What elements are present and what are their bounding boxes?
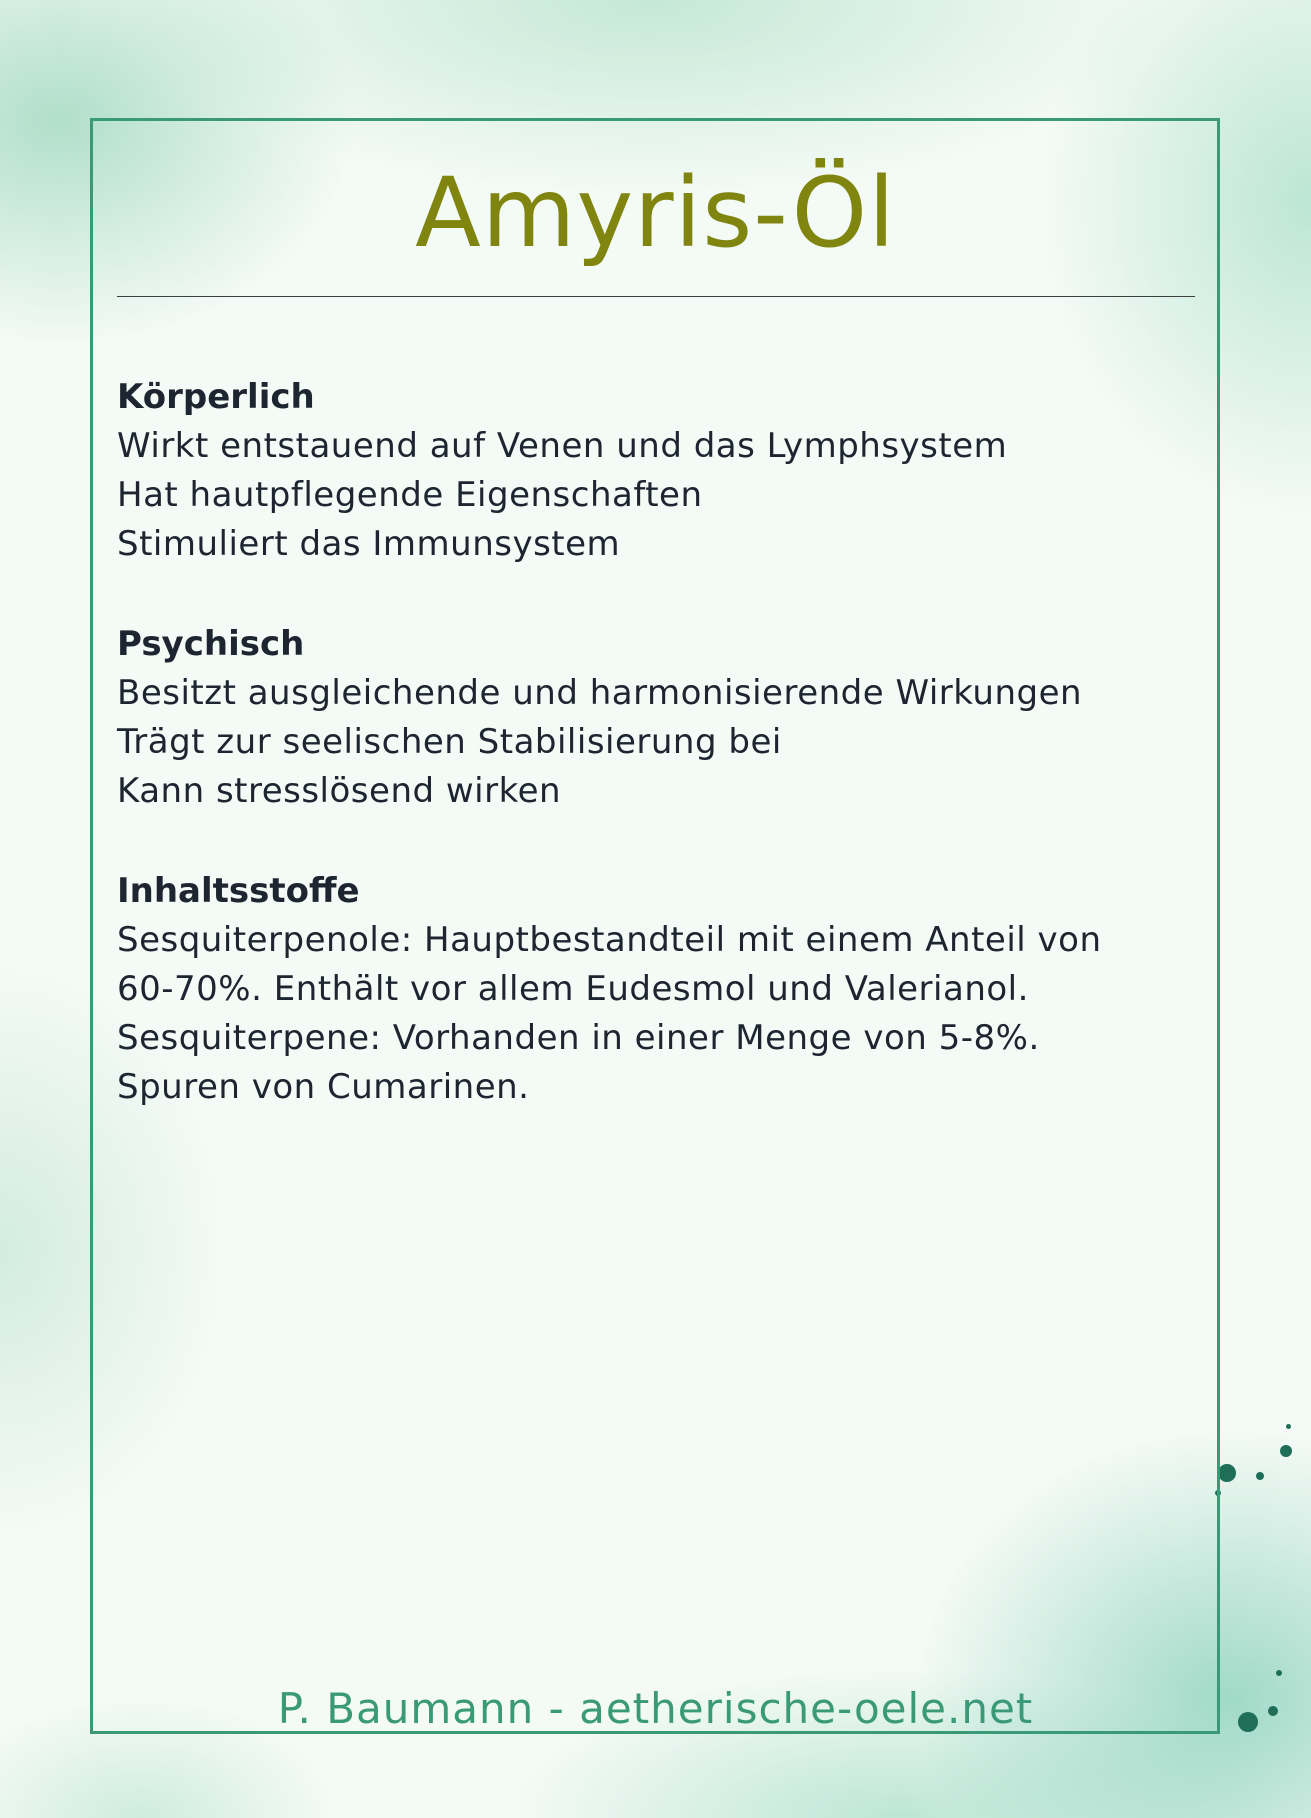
section-line: Besitzt ausgleichende und harmonisierende Wirkungen — [117, 673, 1083, 713]
section-line: Sesquiterpenole: Hauptbestandteil mit einem Anteil von — [117, 920, 1102, 960]
section-line: Kann stresslösend wirken — [117, 771, 562, 811]
content-area — [117, 372, 1197, 1162]
section-line: Sesquiterpene: Vorhanden in einer Menge von 5-8%. — [117, 1018, 1040, 1058]
ink-splash-decoration — [1280, 1445, 1292, 1457]
section-line: Hat hautpflegende Eigenschaften — [117, 475, 703, 515]
section-line: Trägt zur seelischen Stabilisierung bei — [117, 722, 782, 762]
ink-splash-decoration — [1276, 1670, 1282, 1676]
page-title: Amyris-Öl — [415, 157, 896, 269]
footer-credit: P. Baumann - aetherische-oele.net — [277, 1684, 1034, 1733]
title-divider — [117, 296, 1195, 297]
section-line: Wirkt entstauend auf Venen und das Lymphsystem — [117, 426, 1008, 466]
ink-splash-decoration — [1286, 1424, 1291, 1429]
section-line: Stimuliert das Immunsystem — [117, 524, 621, 564]
section-koerperlich — [117, 372, 1197, 569]
section-heading: Psychisch — [117, 624, 305, 664]
section-line: Spuren von Cumarinen. — [117, 1067, 530, 1107]
section-heading: Körperlich — [117, 377, 315, 417]
section-psychisch — [117, 619, 1197, 816]
ink-splash-decoration — [1256, 1472, 1264, 1480]
section-line: 60-70%. Enthält vor allem Eudesmol und Valerianol. — [117, 969, 1029, 1009]
ink-splash-decoration — [1218, 1464, 1236, 1482]
section-heading: Inhaltsstoffe — [117, 871, 360, 911]
section-inhaltsstoffe — [117, 866, 1197, 1112]
